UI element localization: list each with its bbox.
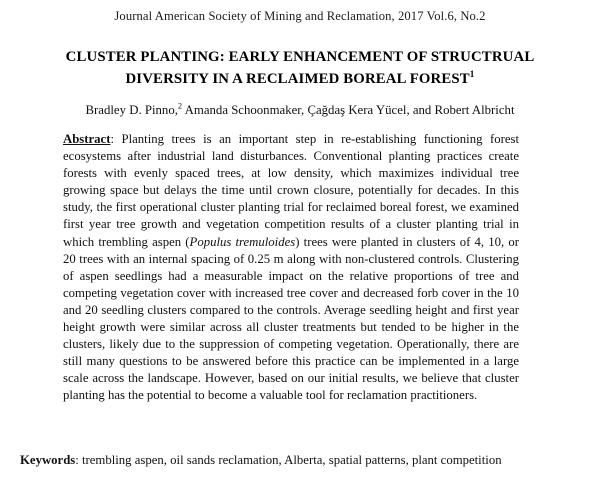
abstract-text-part-2: ) trees were planted in clusters of 4, 10, or 20 trees with an internal spacing of 0.25 m along with non-clustered controls. Clustering of aspen seedlings had a measurable impact on the relative proportions of tree and competing vegetation cover with increased tree cover and decreased forb cover in the 10 and 20 seedling clusters compared to the controls. Average seedling height and first year height growth were similar across all cluster treatments but tended to be higher in the clusters, likely due to the suppression of competing vegetation. Operationally, there are still many questions to be answered before this practice can be implemented in a large scale across the landscape. However, based on our initial results, we believe that cluster planting has the potential to become a valuable tool for reclamation practitioners.	[63, 234, 519, 403]
abstract-label-separator: :	[110, 132, 122, 146]
keywords-label: Keywords	[20, 453, 76, 467]
keywords-text: trembling aspen, oil sands reclamation, Alberta, spatial patterns, plant competition	[81, 453, 502, 467]
species-scientific-name: Populus tremuloides	[189, 234, 296, 249]
keywords-label-separator: :	[75, 453, 82, 467]
running-header: Journal American Society of Mining and Reclamation, 2017 Vol.6, No.2	[114, 9, 486, 23]
title-line-1: CLUSTER PLANTING: EARLY ENHANCEMENT OF STRUCTRUAL	[65, 49, 535, 65]
author-list	[0, 101, 600, 119]
abstract-label: Abstract	[63, 132, 111, 146]
title-footnote-marker: 1	[469, 69, 475, 80]
abstract-section	[63, 131, 519, 405]
page-title	[26, 46, 574, 90]
title-line-2	[26, 68, 574, 90]
keywords-section	[20, 452, 580, 469]
title-line-2-text: DIVERSITY IN A RECLAIMED BOREAL FOREST	[125, 71, 470, 87]
author-primary: Bradley D. Pinno,	[85, 103, 178, 117]
abstract-text-part-1: Planting trees is an important step in re-establishing functioning forest ecosystems after industrial land disturbances. Conventional planting practices create forests with evenly spaced trees, at low density, which maximizes individual tree growing space but delays the time until crown closure, potentially for decades. In this study, the first operational cluster planting trial for reclaimed boreal forest, we examined first year tree growth and vegetation competition results of a cluster planting trial in which trembling aspen (	[63, 132, 519, 249]
author-footnote-marker: 2	[177, 100, 183, 111]
author-remaining: Amanda Schoonmaker, Çağdaş Kera Yücel, and Robert Albricht	[184, 103, 515, 117]
